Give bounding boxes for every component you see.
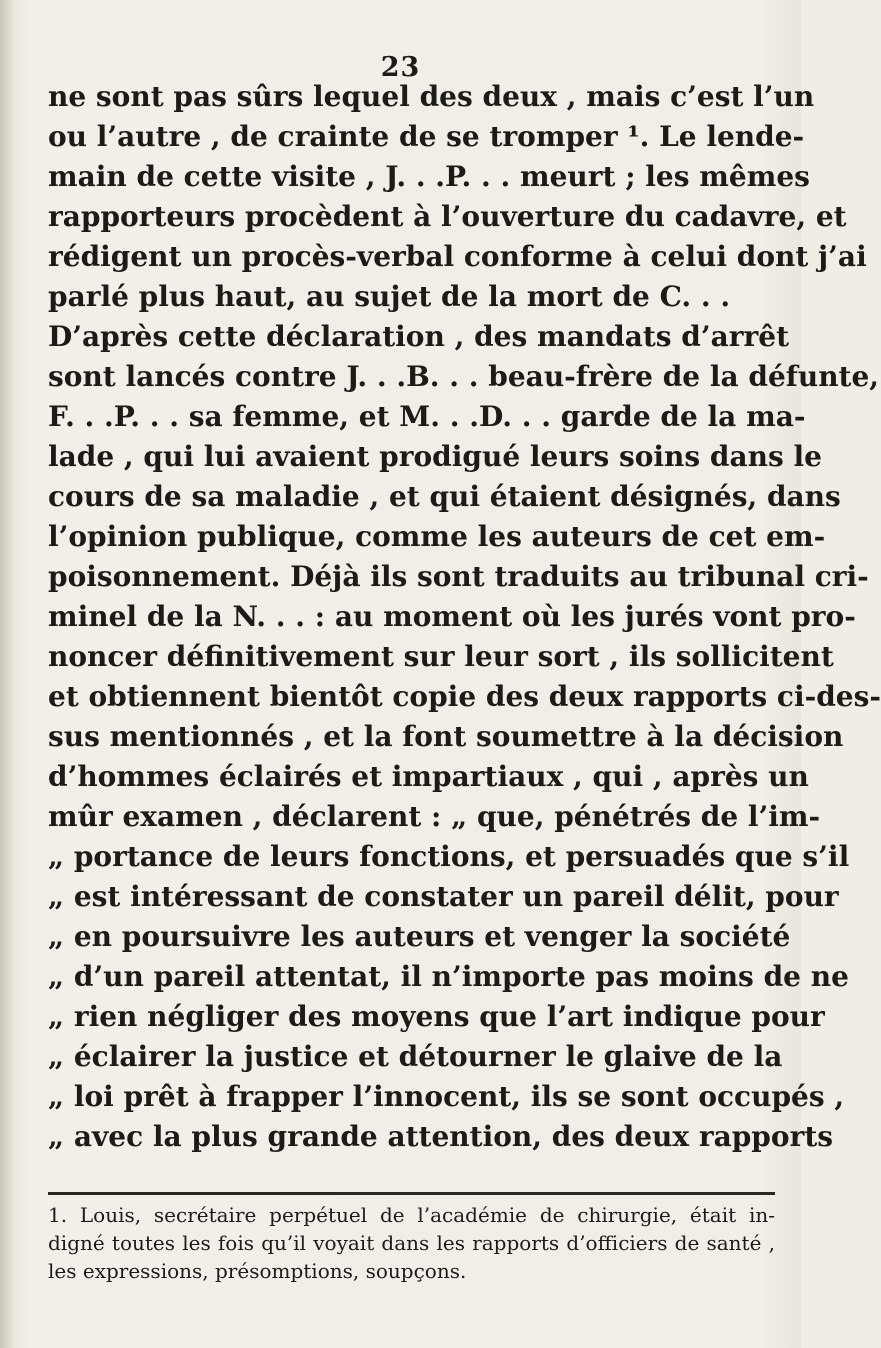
text-line: „ rien négliger des moyens que l’art indique pour bbox=[48, 1000, 825, 1033]
footnote-rule bbox=[48, 1192, 775, 1195]
text-line: ne sont pas sûrs lequel des deux , mais c’est l’un bbox=[48, 80, 815, 113]
text-line: lade , qui lui avaient prodigué leurs soins dans le bbox=[48, 440, 822, 473]
text-line: minel de la N. . . : au moment où les jurés vont pro- bbox=[48, 600, 856, 633]
text-line: sus mentionnés , et la font soumettre à la décision bbox=[48, 720, 844, 753]
text-line: d’hommes éclairés et impartiaux , qui , après un bbox=[48, 760, 809, 793]
text-line: poisonnement. Déjà ils sont traduits au tribunal cri- bbox=[48, 560, 869, 593]
text-line: main de cette visite , J. . .P. . . meurt ; les mêmes bbox=[48, 160, 810, 193]
text-line: l’opinion publique, comme les auteurs de cet em- bbox=[48, 520, 826, 553]
text-line: et obtiennent bientôt copie des deux rapports ci-des- bbox=[48, 680, 881, 713]
text-line: „ d’un pareil attentat, il n’importe pas moins de ne bbox=[48, 960, 849, 993]
text-line: „ portance de leurs fonctions, et persuadés que s’il bbox=[48, 840, 850, 873]
text-line: parlé plus haut, au sujet de la mort de C. . . bbox=[48, 280, 731, 313]
page-gutter-shadow bbox=[0, 0, 14, 1348]
text-line: noncer définitivement sur leur sort , ils sollicitent bbox=[48, 640, 834, 673]
footnote-line: digné toutes les fois qu’il voyait dans les rapports d’officiers de santé , bbox=[48, 1231, 775, 1255]
text-line: mûr examen , déclarent : „ que, pénétrés de l’im- bbox=[48, 800, 821, 833]
text-line: cours de sa maladie , et qui étaient désignés, dans bbox=[48, 480, 841, 513]
text-line: D’après cette déclaration , des mandats d’arrêt bbox=[48, 320, 790, 353]
text-line: sont lancés contre J. . .B. . . beau-frère de la défunte, bbox=[48, 360, 880, 393]
text-line: ou l’autre , de crainte de se tromper ¹. Le lende- bbox=[48, 120, 805, 153]
text-line: „ est intéressant de constater un pareil délit, pour bbox=[48, 880, 839, 913]
text-line: rédigent un procès-verbal conforme à celui dont j’ai bbox=[48, 240, 867, 273]
text-line: „ loi prêt à frapper l’innocent, ils se sont occupés , bbox=[48, 1080, 845, 1113]
footnote-line: 1. Louis, secrétaire perpétuel de l’académie de chirurgie, était in- bbox=[48, 1203, 775, 1227]
footnote-line: les expressions, présomptions, soupçons. bbox=[48, 1259, 467, 1283]
text-line: „ éclairer la justice et détourner le glaive de la bbox=[48, 1040, 783, 1073]
text-line: rapporteurs procèdent à l’ouverture du cadavre, et bbox=[48, 200, 847, 233]
page-number: 23 bbox=[380, 52, 421, 83]
text-line: „ en poursuivre les auteurs et venger la société bbox=[48, 920, 791, 953]
text-line: „ avec la plus grande attention, des deux rapports bbox=[48, 1120, 834, 1153]
text-line: F. . .P. . . sa femme, et M. . .D. . . garde de la ma- bbox=[48, 400, 806, 433]
